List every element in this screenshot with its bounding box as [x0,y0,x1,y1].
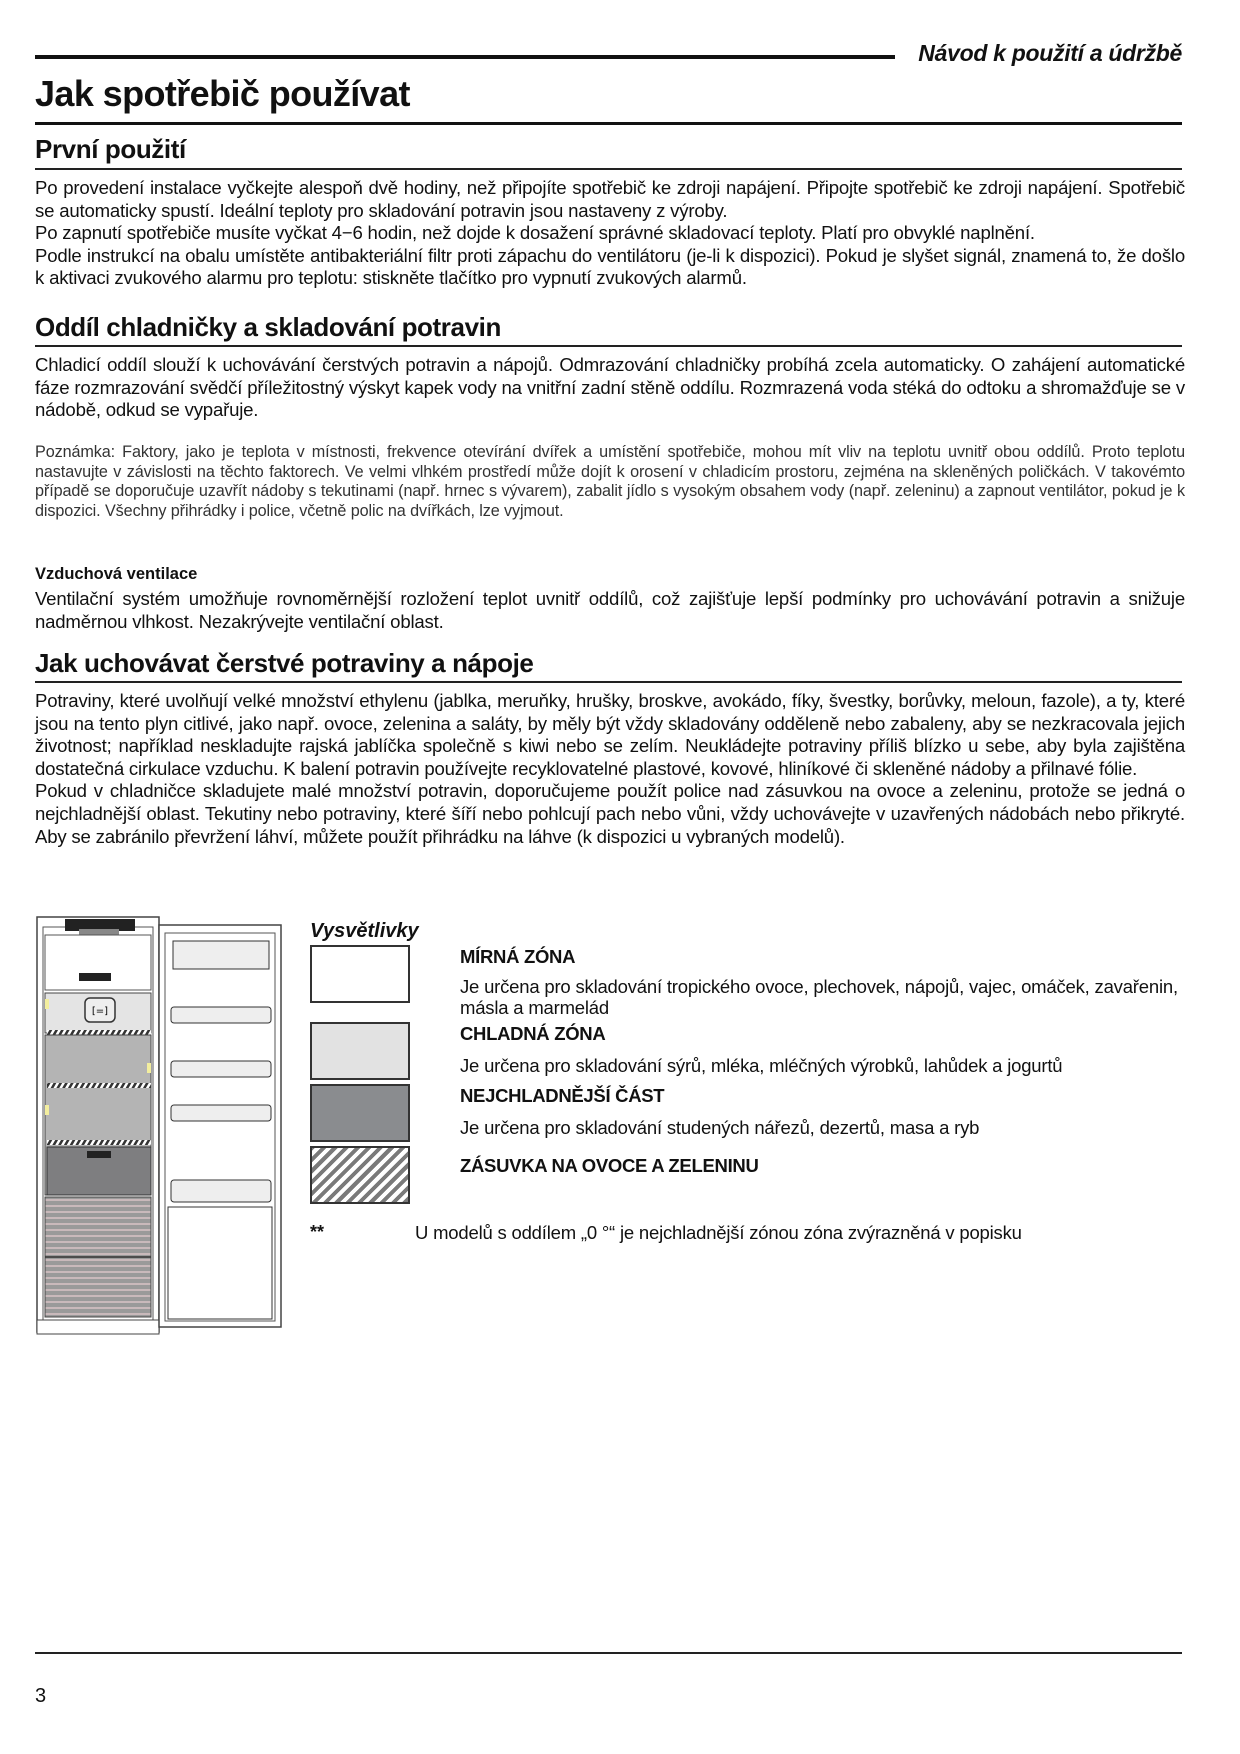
paragraph: Potraviny, které uvolňují velké množství ethylenu (jablka, meruňky, hrušky, broskve, avokádo, fíky, švestky, borůvky, meloun, fazole), a ty, které jsou na tento plyn citlivé, jako např. ovoce, zelenina a saláty, by měly být vždy skladovány odděleně nebo zabaleny, aby se nezkracovala jejich životnost; například neskladujte rajská jablíčka společně s kiwi nebo se zelím. Neukládejte potraviny příliš blízko u sebe, aby byla zajištěna dostatečná cirkulace vzduchu. K balení potravin používejte recyklovatelné plastové, kovové, hliníkové či skleněné nádoby a přilnavé fólie. [35,690,1185,779]
footer-rule [35,1652,1182,1654]
swatch-fruit-veg-drawer [310,1146,410,1204]
note-paragraph: Poznámka: Faktory, jako je teplota v místnosti, frekvence otevírání dvířek a umístění spotřebiče, mohou mít vliv na teplotu uvnitř obou oddílů. Proto teplotu nastavujte v závislosti na těchto faktorech. Ve velmi vlhkém prostředí může dojít k orosení v chladicím prostoru, zejména na skleněných poličkách. V takovémto případě se doporučuje uzavřít nádoby s tekutinami (např. hrnec s vývarem), zabalit jídlo s vysokým obsahem vody (např. zeleninu) a zapnout ventilátor, pokud je k dispozici. Všechny přihrádky i police, včetně polic na dvířkách, lze vyjmout. [35,443,1185,520]
section-body-fridge-compartment [35,354,1185,422]
section-rule [35,345,1182,347]
zone-name-mild: MÍRNÁ ZÓNA [460,946,576,967]
zone-desc-mild: Je určena pro skladování tropického ovoce, plechovek, nápojů, vajec, omáček, zavařenin, másla a marmelád [460,976,1178,1018]
swatch-mild-zone [310,945,410,1003]
swatch-coldest-zone [310,1084,410,1142]
swatch-cool-zone [310,1022,410,1080]
subsection-title-ventilation: Vzduchová ventilace [35,565,198,583]
svg-text:[=]: [=] [91,1006,109,1017]
page-number: 3 [35,1685,47,1707]
fridge-zone-diagram [35,915,285,1340]
section-title-fridge-compartment: Oddíl chladničky a skladování potravin [35,312,501,342]
page-title-rule [35,122,1182,125]
section-rule [35,681,1182,683]
page-title: Jak spotřebič používat [35,73,410,114]
zone-desc-coldest: Je určena pro skladování studených nářezů, dezertů, masa a ryb [460,1117,980,1138]
subsection-body-ventilation: Ventilační systém umožňuje rovnoměrnější rozložení teplot uvnitř oddílů, což zajišťuje lepší podmínky pro uchovávání potravin a snižuje nadměrnou vlhkost. Nezakrývejte ventilační oblast. [35,588,1185,632]
section-rule [35,168,1182,170]
header-top-rule [35,55,895,59]
paragraph: Po provedení instalace vyčkejte alespoň dvě hodiny, než připojíte spotřebič ke zdroji napájení. Připojte spotřebič ke zdroji napájení. Spotřebič se automaticky spustí. Ideální teploty pro skladování potravin jsou nastaveny z výroby. [35,177,1185,221]
paragraph: Pokud v chladničce skladujete malé množství potravin, doporučujeme použít police nad zásuvkou na ovoce a zeleninu, protože se jedná o nejchladnější oblast. Tekutiny nebo potraviny, které šíří nebo pohlcují pach nebo vůni, vždy uchovávejte v uzavřených nádobách nebo přikryté. Aby se zabránilo převržení láhví, můžete použít přihrádku na láhve (k dispozici u vybraných modelů). [35,780,1185,847]
section-title-first-use: První použití [35,134,186,164]
zone-name-cool: CHLADNÁ ZÓNA [460,1023,606,1044]
paragraph: Chladicí oddíl slouží k uchovávání čerstvých potravin a nápojů. Odmrazování chladničky probíhá zcela automaticky. O zahájení automatické fáze rozmrazování svědčí příležitostný výskyt kapek vody na vnitřní zadní stěně oddílu. Rozmrazená voda stéká do odtoku a shromažďuje se v nádobě, odkud se vypařuje. [35,354,1185,421]
section-body-first-use [35,177,1185,290]
zone-desc-cool: Je určena pro skladování sýrů, mléka, mléčných výrobků, lahůdek a jogurtů [460,1055,1063,1076]
section-title-fresh-food: Jak uchovávat čerstvé potraviny a nápoje [35,648,534,678]
section-body-fresh-food [35,690,1185,848]
legend-title: Vysvětlivky [310,920,419,942]
running-title: Návod k použití a údržbě [918,40,1182,66]
footnote-mark: ** [310,1222,325,1242]
footnote-text: U modelů s oddílem „0 °“ je nejchladnější zónou zóna zvýrazněná v popisku [415,1222,1022,1243]
paragraph: Po zapnutí spotřebiče musíte vyčkat 4−6 hodin, než dojde k dosažení správné skladovací teploty. Platí pro obvyklé naplnění. [35,222,1035,244]
paragraph: Podle instrukcí na obalu umístěte antibakteriální filtr proti zápachu do ventilátoru (je-li k dispozici). Pokud je slyšet signál, znamená to, že došlo k aktivaci zvukového alarmu pro teplotu: stiskněte tlačítko pro vypnutí zvukových alarmů. [35,244,1185,289]
zone-name-coldest: NEJCHLADNĚJŠÍ ČÁST [460,1085,665,1106]
zone-name-fruit-veg-drawer: ZÁSUVKA NA OVOCE A ZELENINU [460,1155,759,1176]
